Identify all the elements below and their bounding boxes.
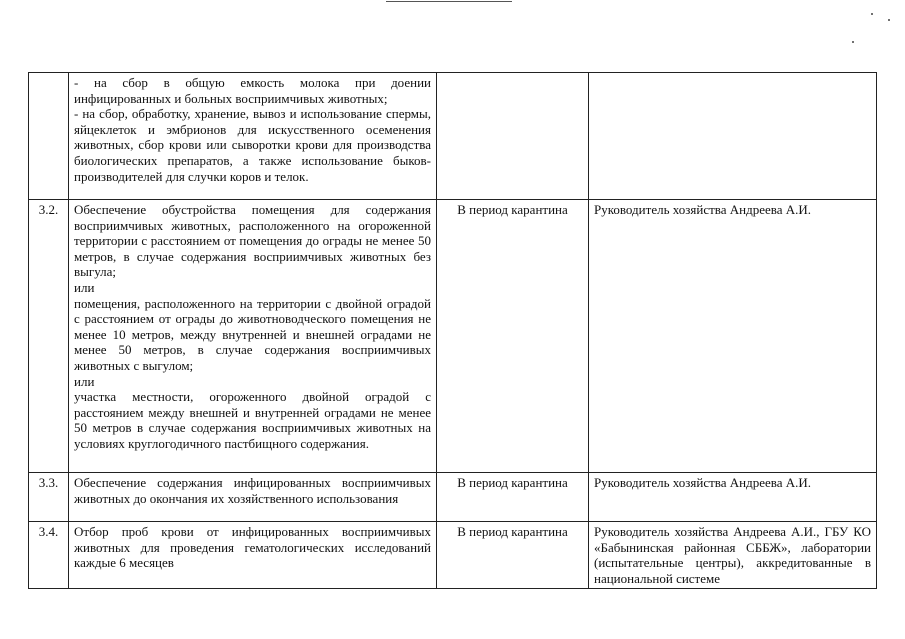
measure-paragraph: или — [74, 373, 95, 389]
scan-speck — [871, 13, 873, 15]
row-number: 3.2. — [29, 200, 69, 473]
measures-table — [28, 72, 877, 589]
scan-speck — [852, 41, 854, 43]
row-number: 3.3. — [29, 473, 69, 522]
measure-paragraph: - на сбор, обработку, хранение, вывоз и использование спермы, яйцеклеток и эмбрионов для искусственного осеменения животных, сбор крови или сыворотки крови для производства биологических препаратов, а также использование быков-производителей для случки коров и телок. — [74, 106, 431, 184]
measure-paragraph: Обеспечение содержания инфицированных восприимчивых животных до окончания их хозяйственного использования — [74, 475, 431, 506]
table-row — [29, 200, 877, 473]
scan-speck — [888, 19, 890, 21]
measure-responsible — [589, 73, 877, 200]
measure-period — [437, 73, 589, 200]
measure-description — [69, 200, 437, 473]
measure-responsible — [589, 522, 877, 589]
measure-period: В период карантина — [437, 522, 589, 589]
table-row — [29, 73, 877, 200]
measure-responsible: Руководитель хозяйства Андреева А.И. — [589, 200, 877, 473]
header-rule — [386, 1, 512, 2]
measure-paragraph: или — [74, 279, 95, 295]
measure-paragraph: Обеспечение обустройства помещения для содержания восприимчивых животных, расположенного на огороженной территории с расстоянием от помещения до ограды не менее 50 метров, в случае содержания восприимчивых животных без выгула; — [74, 202, 431, 280]
row-number — [29, 73, 69, 200]
measure-description — [69, 473, 437, 522]
measure-paragraph: участка местности, огороженного двойной оградой с расстоянием между внешней и внутренней оградами не менее 50 метров в случае содержания восприимчивых животных на условиях круглогодичного пастбищного содержания. — [74, 389, 431, 451]
measure-paragraph: помещения, расположенного на территории с двойной оградой с расстоянием от ограды до животноводческого помещения не менее 10 метров, между внутренней и внешней оградами не менее 50 метров, в случае содержания восприимчивых животных с выгулом; — [74, 295, 431, 373]
row-number: 3.4. — [29, 522, 69, 589]
measure-period: В период карантина — [437, 200, 589, 473]
measure-description — [69, 522, 437, 589]
table-row — [29, 473, 877, 522]
measure-paragraph: Отбор проб крови от инфицированных восприимчивых животных для проведения гематологических исследований каждые 6 месяцев — [74, 524, 431, 571]
responsible-text: Руководитель хозяйства Андреева А.И., ГБУ КО «Бабынинская районная СББЖ», лаборатории (испытательные центры), аккредитованные в национальной системе — [594, 524, 871, 586]
measure-period: В период карантина — [437, 473, 589, 522]
measure-responsible: Руководитель хозяйства Андреева А.И. — [589, 473, 877, 522]
measure-paragraph: - на сбор в общую емкость молока при доении инфицированных и больных восприимчивых животных; — [74, 75, 431, 106]
table-row — [29, 522, 877, 589]
measure-description — [69, 73, 437, 200]
